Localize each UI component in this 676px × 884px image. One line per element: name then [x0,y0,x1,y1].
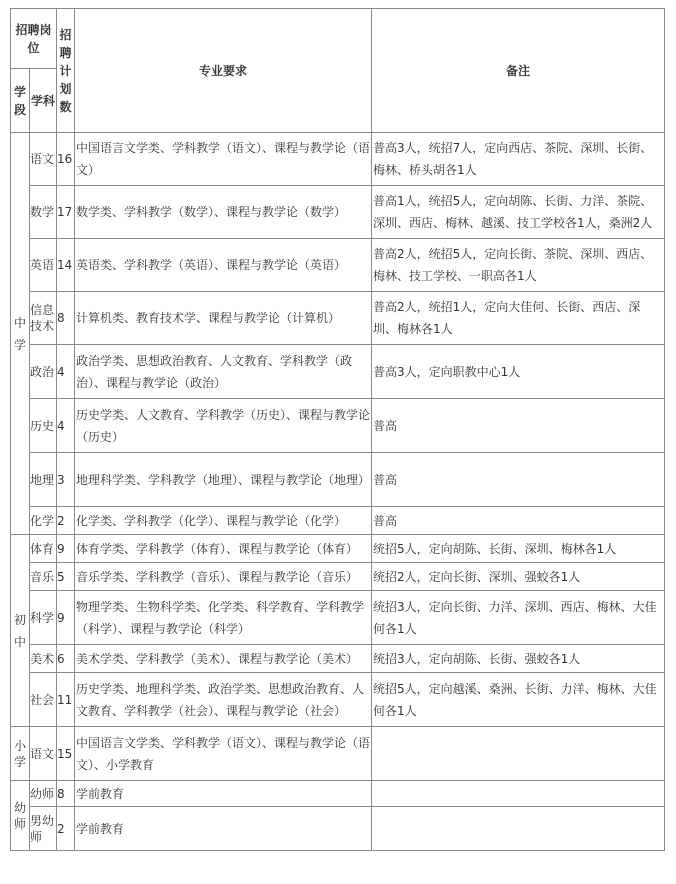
remark-cell: 统招5人，定向胡陈、长街、深圳、梅林各1人 [372,535,665,563]
header-stage: 学段 [11,69,30,133]
remark-cell: 普高3人，定向职教中心1人 [372,345,665,399]
header-remarks: 备注 [372,9,665,133]
subject-cell: 地理 [30,453,57,507]
remark-cell: 普高2人，统招1人，定向大佳何、长街、西店、深圳、梅林各1人 [372,292,665,345]
table-row [11,591,665,645]
subject-cell: 男幼师 [30,807,57,851]
major-cell: 中国语言文学类、学科教学（语文）、课程与教学论（语文）、小学教育 [75,727,372,781]
major-cell: 学前教育 [75,807,372,851]
recruitment-table-body [11,9,665,851]
remark-cell: 普高 [372,399,665,453]
major-cell: 英语类、学科教学（英语）、课程与教学论（英语） [75,239,372,292]
major-cell: 历史学类、地理科学类、政治学类、思想政治教育、人文教育、学科教学（社会）、课程与教学论（社会） [75,673,372,727]
subject-cell: 体育 [30,535,57,563]
remark-cell: 普高 [372,453,665,507]
table-row [11,673,665,727]
subject-cell: 音乐 [30,563,57,591]
subject-cell: 幼师 [30,781,57,807]
quota-cell: 3 [57,453,75,507]
subject-cell: 语文 [30,727,57,781]
quota-cell: 15 [57,727,75,781]
quota-cell: 17 [57,186,75,239]
table-row [11,645,665,673]
quota-cell: 4 [57,345,75,399]
stage-cell: 中学 [11,133,30,535]
major-cell: 地理科学类、学科教学（地理）、课程与教学论（地理） [75,453,372,507]
quota-cell: 9 [57,535,75,563]
subject-cell: 社会 [30,673,57,727]
remark-cell [372,781,665,807]
header-position: 招聘岗位 [11,9,57,69]
major-cell: 体育学类、学科教学（体育）、课程与教学论（体育） [75,535,372,563]
remark-cell: 统招3人，定向胡陈、长街、强蛟各1人 [372,645,665,673]
stage-cell: 小学 [11,727,30,781]
stage-cell: 初中 [11,535,30,727]
table-row [11,186,665,239]
remark-cell [372,727,665,781]
major-cell: 中国语言文学类、学科教学（语文）、课程与教学论（语文） [75,133,372,186]
table-row [11,563,665,591]
quota-cell: 2 [57,807,75,851]
major-cell: 物理学类、生物科学类、化学类、科学教育、学科教学（科学）、课程与教学论（科学） [75,591,372,645]
major-cell: 学前教育 [75,781,372,807]
subject-cell: 政治 [30,345,57,399]
table-row [11,535,665,563]
major-cell: 政治学类、思想政治教育、人文教育、学科教学（政治）、课程与教学论（政治） [75,345,372,399]
quota-cell: 5 [57,563,75,591]
subject-cell: 历史 [30,399,57,453]
quota-cell: 8 [57,781,75,807]
remark-cell: 普高 [372,507,665,535]
table-row [11,292,665,345]
header-row-1 [11,9,665,69]
table-row [11,345,665,399]
major-cell: 计算机类、教育技术学、课程与教学论（计算机） [75,292,372,345]
table-row [11,239,665,292]
remark-cell: 普高2人，统招5人，定向长街、茶院、深圳、西店、梅林、技工学校、一职高各1人 [372,239,665,292]
table-row [11,807,665,851]
table-row [11,727,665,781]
quota-cell: 4 [57,399,75,453]
major-cell: 历史学类、人文教育、学科教学（历史）、课程与教学论（历史） [75,399,372,453]
remark-cell: 普高1人，统招5人，定向胡陈、长街、力洋、茶院、深圳、西店、梅林、越溪、技工学校各1人，桑洲2人 [372,186,665,239]
subject-cell: 科学 [30,591,57,645]
subject-cell: 数学 [30,186,57,239]
table-row [11,399,665,453]
subject-cell: 化学 [30,507,57,535]
major-cell: 数学类、学科教学（数学）、课程与教学论（数学） [75,186,372,239]
quota-cell: 16 [57,133,75,186]
remark-cell: 统招3人，定向长街、力洋、深圳、西店、梅林、大佳何各1人 [372,591,665,645]
subject-cell: 信息技术 [30,292,57,345]
quota-cell: 2 [57,507,75,535]
subject-cell: 语文 [30,133,57,186]
quota-cell: 14 [57,239,75,292]
table-row [11,453,665,507]
table-row [11,507,665,535]
subject-cell: 美术 [30,645,57,673]
subject-cell: 英语 [30,239,57,292]
remark-cell: 统招2人，定向长街、深圳、强蛟各1人 [372,563,665,591]
major-cell: 音乐学类、学科教学（音乐）、课程与教学论（音乐） [75,563,372,591]
header-subject: 学科 [30,69,57,133]
remark-cell [372,807,665,851]
header-major: 专业要求 [75,9,372,133]
stage-cell: 幼师 [11,781,30,851]
major-cell: 化学类、学科教学（化学）、课程与教学论（化学） [75,507,372,535]
header-quota: 招聘计划数 [57,9,75,133]
quota-cell: 11 [57,673,75,727]
table-row [11,133,665,186]
remark-cell: 统招5人，定向越溪、桑洲、长街、力洋、梅林、大佳何各1人 [372,673,665,727]
recruitment-table [10,8,665,851]
major-cell: 美术学类、学科教学（美术）、课程与教学论（美术） [75,645,372,673]
quota-cell: 6 [57,645,75,673]
quota-cell: 8 [57,292,75,345]
quota-cell: 9 [57,591,75,645]
table-row [11,781,665,807]
remark-cell: 普高3人，统招7人，定向西店、茶院、深圳、长街、梅林、桥头胡各1人 [372,133,665,186]
